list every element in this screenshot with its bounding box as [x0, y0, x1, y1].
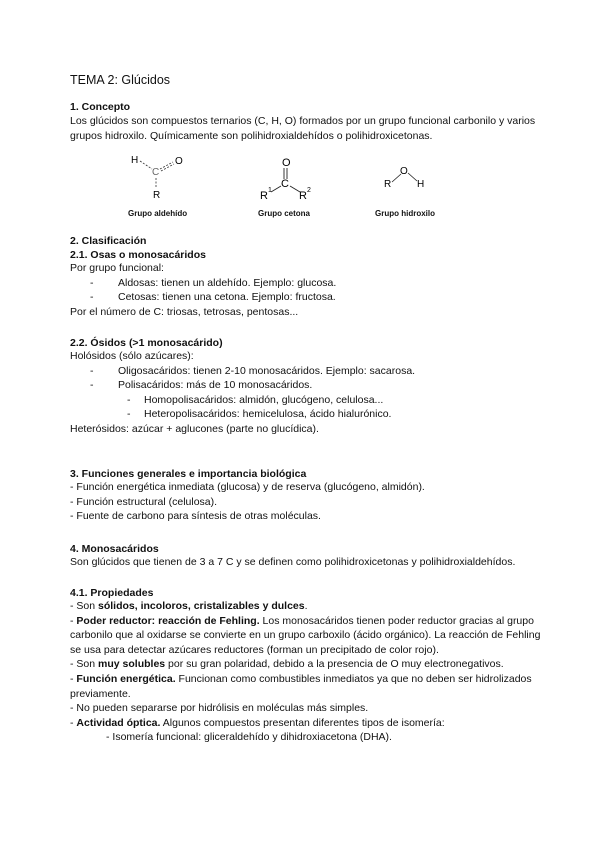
ketone-r2-sup: 2: [307, 187, 311, 194]
paragraph: Heterósidos: azúcar + aglucones (parte no glucídica).: [70, 422, 319, 435]
hydroxyl-structure: [380, 158, 450, 208]
paragraph: Los glúcidos son compuestos ternarios (C, H, O) formados por un grupo funcional carbonilo y varios grupos hidroxilo. Químicamente son polihidroxialdehídos o polihidroxicetonas.: [70, 115, 536, 142]
subsection-heading: 2.2. Ósidos (>1 monosacárido): [70, 337, 223, 349]
list-item: - Aldosas: tienen un aldehído. Ejemplo: glucosa.: [90, 276, 337, 289]
section-concepto: [70, 101, 550, 143]
ketone-o: O: [282, 157, 291, 169]
document-title: TEMA 2: Glúcidos: [70, 73, 171, 87]
aldehyde-c: C: [152, 167, 160, 178]
section-clasificacion: [70, 235, 550, 319]
aldehyde-caption: Grupo aldehído: [128, 209, 188, 218]
ketone-caption: Grupo cetona: [258, 209, 311, 218]
section-heading: 4.1. Propiedades: [70, 587, 154, 599]
paragraph: - Función energética inmediata (glucosa) y de reserva (glucógeno, almidón).: [70, 481, 425, 493]
paragraph: - Son muy solubles por su gran polaridad, debido a la presencia de O muy electronegativos.: [70, 658, 504, 671]
paragraph: - No pueden separarse por hidrólisis en moléculas más simples.: [70, 702, 369, 715]
paragraph: Son glúcidos que tienen de 3 a 7 C y se definen como polihidroxicetonas y polihidroxialdehídos.: [70, 556, 516, 568]
ketone-r1-sup: 1: [268, 187, 272, 194]
aldehyde-h: H: [131, 155, 139, 166]
paragraph: - Poder reductor: reacción de Fehling. Los monosacáridos tienen poder reductor gracias al grupo carbonilo que al oxidarse se convierte en un grupo carboxilo (ácido orgánico). La reacción de Fehling se usa para detectar azúcares reductores (forman un precipitado de color rojo).: [70, 614, 541, 656]
hydroxyl-o: O: [400, 166, 408, 177]
paragraph: - Isomería funcional: gliceraldehído y dihidroxiacetona (DHA).: [106, 731, 392, 744]
list-subitem: - Homopolisacáridos: almidón, glucógeno, celulosa...: [127, 393, 384, 406]
aldehyde-r: R: [153, 190, 161, 201]
paragraph: Por el número de C: triosas, tetrosas, pentosas...: [70, 305, 299, 318]
section-osidos: [70, 337, 550, 437]
ketone-c: C: [281, 178, 289, 190]
section-funciones: [70, 468, 550, 524]
paragraph: - Son sólidos, incoloros, cristalizables y dulces.: [70, 600, 308, 612]
paragraph: - Actividad óptica. Algunos compuestos presentan diferentes tipos de isomería:: [70, 716, 445, 729]
subsection-heading: 2.1. Osas o monosacáridos: [70, 249, 206, 261]
list-item: - Oligosacáridos: tienen 2-10 monosacáridos. Ejemplo: sacarosa.: [90, 364, 416, 377]
list-item: - Cetosas: tienen una cetona. Ejemplo: fructosa.: [90, 291, 336, 304]
paragraph: Holósidos (sólo azúcares):: [70, 350, 194, 362]
section-propiedades: [70, 587, 550, 745]
functional-groups-figure: [70, 150, 550, 225]
paragraph: - Fuente de carbono para síntesis de otras moléculas.: [70, 510, 321, 523]
aldehyde-o: O: [175, 156, 183, 167]
ketone-r2: R: [299, 190, 307, 202]
section-monosacaridos: [70, 543, 550, 570]
hydroxyl-r: R: [384, 179, 392, 190]
section-heading: 3. Funciones generales e importancia biológica: [70, 468, 307, 480]
paragraph: Por grupo funcional:: [70, 262, 164, 274]
list-subitem: - Heteropolisacáridos: hemicelulosa, ácido hialurónico.: [127, 408, 392, 421]
ketone-r1: R: [260, 190, 268, 202]
section-heading: 1. Concepto: [70, 101, 131, 113]
aldehyde-structure: [125, 153, 205, 203]
paragraph: - Función energética. Funcionan como combustibles inmediatos ya que no deben ser hidrolizados previamente.: [70, 672, 532, 700]
list-item: - Polisacáridos: más de 10 monosacáridos.: [90, 379, 313, 392]
hydroxyl-h: H: [417, 179, 425, 190]
ketone-structure: [256, 155, 336, 205]
paragraph: - Función estructural (celulosa).: [70, 495, 218, 508]
section-heading: 4. Monosacáridos: [70, 543, 159, 555]
hydroxyl-caption: Grupo hidroxilo: [375, 209, 435, 218]
section-heading: 2. Clasificación: [70, 235, 147, 247]
